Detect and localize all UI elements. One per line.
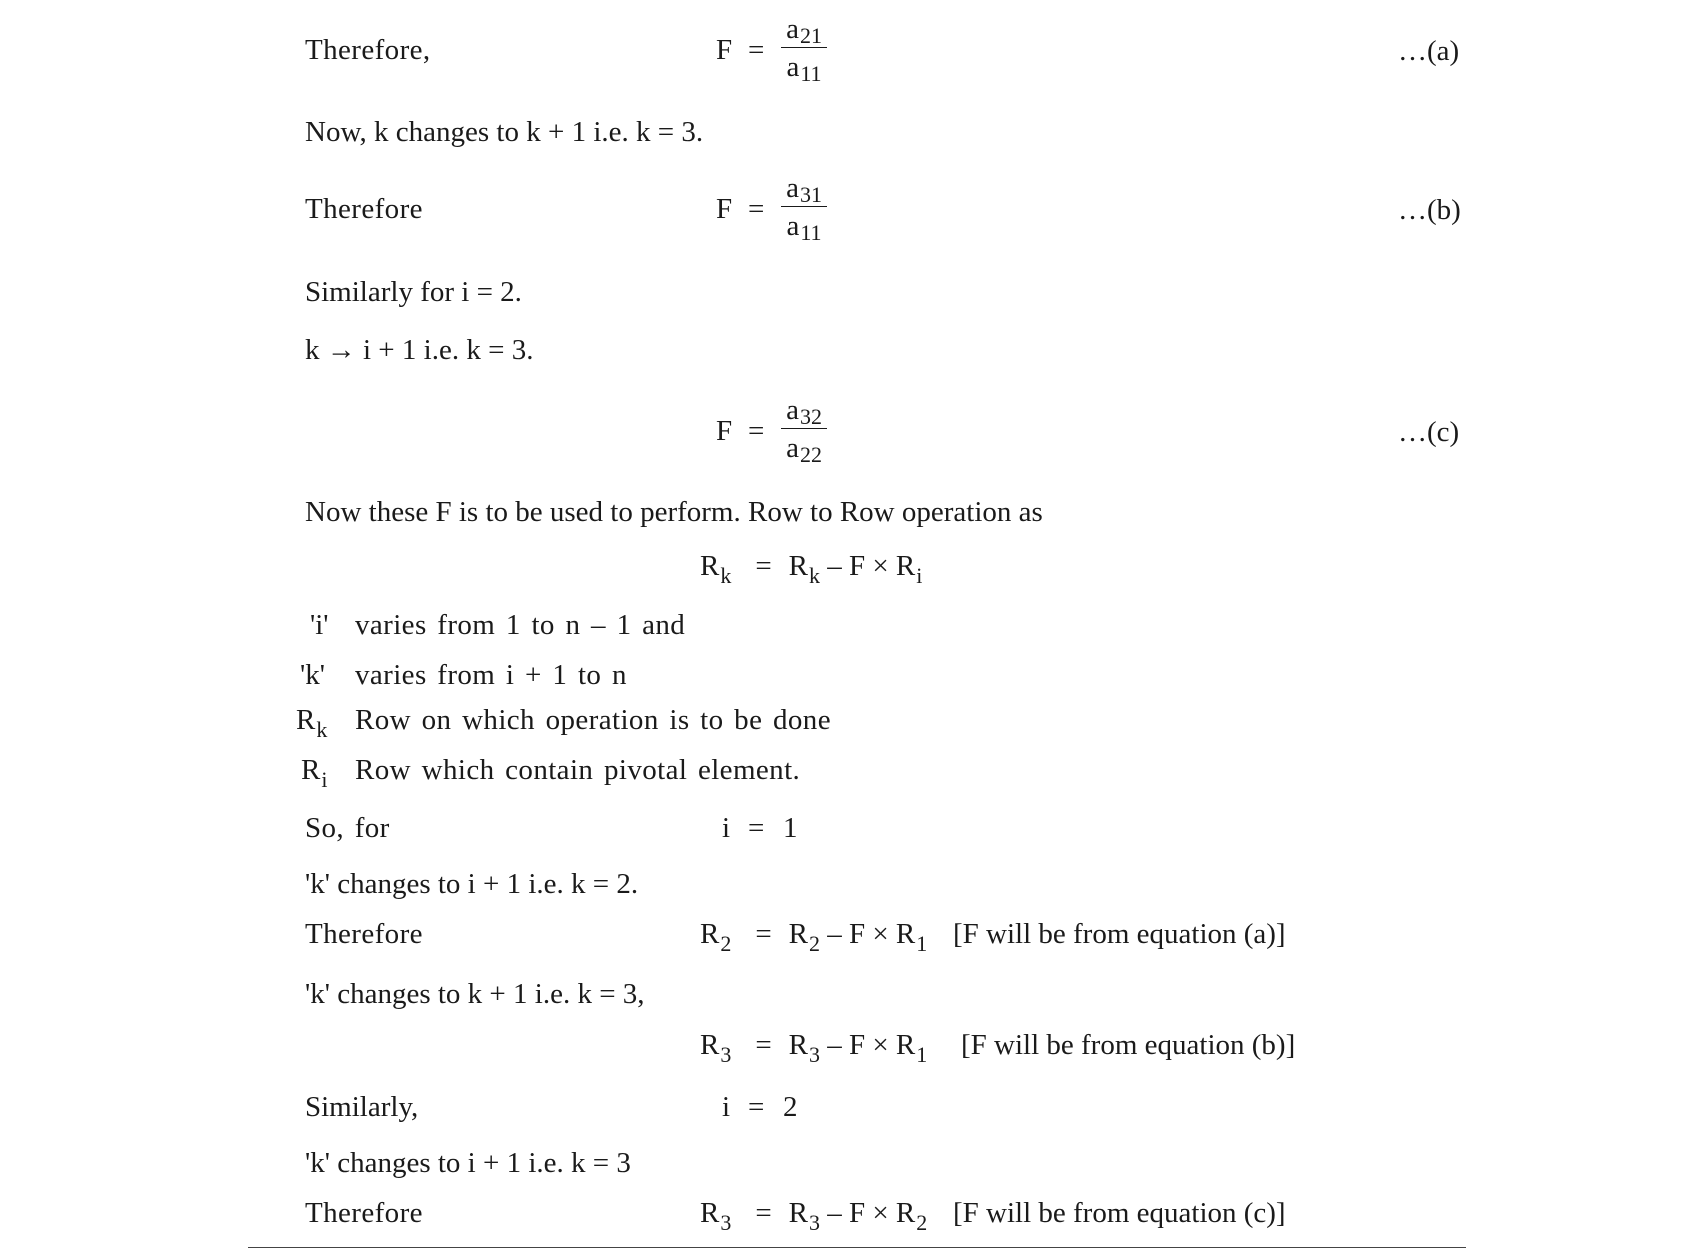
eq-a-fraction: [781, 13, 827, 86]
k-changes-to-3b: 'k' changes to i + 1 i.e. k = 3: [305, 1147, 631, 1179]
k-changes-to-3: 'k' changes to k + 1 i.e. k = 3,: [305, 978, 645, 1010]
eq-a-lead: Therefore,: [305, 34, 431, 66]
r3-note: [F will be from equation (b)]: [961, 1029, 1296, 1061]
eq-c-numerator: a32: [786, 394, 822, 429]
eq-b-denominator: a11: [786, 210, 822, 245]
i2-equals: =: [748, 1091, 765, 1123]
therefore-r3b: Therefore: [305, 1197, 423, 1229]
row-op-formula: $R_k = R_k - F \times R_i$: [700, 550, 923, 588]
i1-lhs: i: [722, 812, 731, 844]
def-k-symbol: 'k': [300, 659, 325, 691]
row-op-lhs: $R_k$: [700, 550, 732, 588]
eq-b-lead: Therefore: [305, 193, 423, 225]
i1-value: 1: [783, 812, 798, 844]
i2-value: 2: [783, 1091, 798, 1123]
eq-a-denominator: a11: [786, 51, 822, 86]
eq-b-tag: …(b): [1398, 194, 1461, 226]
eq-c-lhs: F: [716, 415, 733, 447]
so-for: So, for: [305, 812, 390, 844]
eq-b-equals: =: [748, 193, 765, 225]
eq-c-fraction: [781, 394, 827, 467]
now-these-f: Now these F is to be used to perform. Row to Row operation as: [305, 496, 1043, 528]
r3b-equation: $R_3 = R_3 - F \times R_2$: [700, 1197, 928, 1235]
page-bottom-rule: [248, 1247, 1466, 1248]
eq-b-fraction: [781, 172, 827, 245]
eq-c-equals: =: [748, 415, 765, 447]
eq-b-numerator: a31: [786, 172, 822, 207]
def-k-desc: varies from i + 1 to n: [355, 659, 627, 691]
r3-equation: $R_3 = R_3 - F \times R_1$: [700, 1029, 928, 1067]
similarly: Similarly,: [305, 1091, 419, 1123]
r2-equation: $R_2 = R_2 - F \times R_1$: [700, 918, 928, 956]
eq-c-tag: …(c): [1398, 416, 1460, 448]
i2-lhs: i: [722, 1091, 731, 1123]
eq-a-lhs: F: [716, 34, 733, 66]
def-i-symbol: 'i': [310, 609, 329, 641]
def-ri-symbol: $R_i$: [301, 754, 328, 792]
def-ri-desc: Row which contain pivotal element.: [355, 754, 801, 786]
r2-note: [F will be from equation (a)]: [953, 918, 1286, 950]
therefore-r2: Therefore: [305, 918, 423, 950]
eq-b-lhs: F: [716, 193, 733, 225]
def-i-desc: varies from 1 to n – 1 and: [355, 609, 686, 641]
eq-a-numerator: a21: [786, 13, 822, 48]
k-changes-to-2: 'k' changes to i + 1 i.e. k = 2.: [305, 868, 639, 900]
def-rk-desc: Row on which operation is to be done: [355, 704, 831, 736]
eq-c-denominator: a22: [786, 432, 822, 467]
k-arrow-line: k → i + 1 i.e. k = 3.: [305, 334, 534, 366]
i1-equals: =: [748, 812, 765, 844]
eq-a-equals: =: [748, 34, 765, 66]
similarly-for-i2: Similarly for i = 2.: [305, 276, 522, 308]
def-rk-symbol: $R_k$: [296, 704, 328, 742]
eq-a-tag: …(a): [1398, 35, 1460, 67]
r3b-note: [F will be from equation (c)]: [953, 1197, 1286, 1229]
now-k-changes: Now, k changes to k + 1 i.e. k = 3.: [305, 116, 704, 148]
